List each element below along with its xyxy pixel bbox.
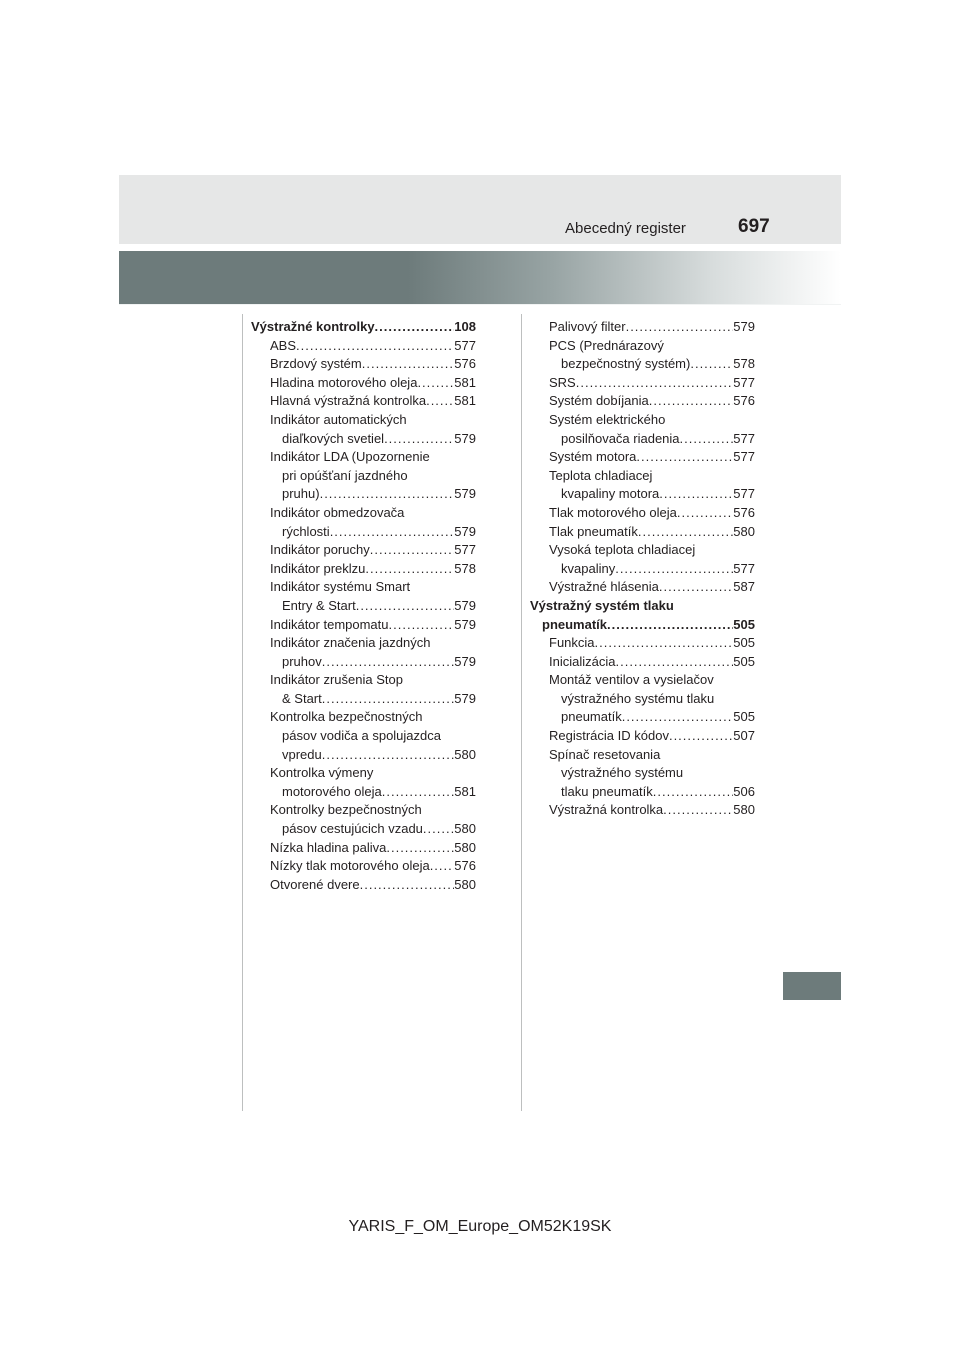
index-sub-entry [251,876,476,895]
entry-text: Indikátor preklzu [270,560,366,576]
dot-leader [389,616,455,635]
entry-text: Výstražný systém tlaku [530,597,674,613]
dot-leader [384,430,454,449]
entry-page-ref[interactable]: 577 [454,337,476,353]
index-sub-entry [251,374,476,393]
index-sub-entry [251,764,476,801]
dot-leader [615,653,733,672]
entry-page-ref[interactable]: 581 [454,783,476,799]
dot-leader [423,820,454,839]
dot-leader [669,727,733,746]
entry-text: Indikátor automatických [270,411,407,427]
index-sub-entry [530,671,755,727]
dot-leader [595,634,734,653]
entry-page-ref[interactable]: 579 [454,486,476,502]
entry-text: výstražného systému [561,765,684,781]
entry-text: Indikátor značenia jazdných [270,635,431,651]
entry-page-ref[interactable]: 505 [733,616,755,632]
entry-text: SRS [549,374,576,390]
entry-text: Indikátor LDA (Upozornenie [270,449,430,465]
entry-text: Tlak motorového oleja [549,504,677,520]
entry-page-ref[interactable]: 579 [733,319,755,334]
entry-text: Entry & Start [282,597,356,613]
entry-page-ref[interactable]: 577 [733,486,755,502]
entry-text: Systém elektrického [549,411,666,427]
entry-page-ref[interactable]: 587 [733,579,755,595]
entry-text: vpredu [282,746,322,762]
index-sub-entry [251,337,476,356]
entry-text: Kontrolka bezpečnostných [270,709,423,725]
entry-text: pneumatík [542,616,608,632]
index-sub-entry [530,634,755,653]
index-column-left [251,318,476,894]
entry-text: Registrácia ID kódov [549,728,669,744]
entry-text: Systém dobíjania [549,393,649,409]
dot-leader [663,801,733,820]
entry-text: Indikátor zrušenia Stop [270,672,403,688]
dot-leader [362,355,455,374]
entry-text: Montáž ventilov a vysielačov [549,672,714,688]
index-sub-entry [251,411,476,448]
index-sub-entry [251,560,476,579]
dot-leader [386,839,454,858]
index-sub-entry [251,857,476,876]
index-sub-entry [530,653,755,672]
dot-leader [659,578,733,597]
index-sub-entry [530,411,755,448]
dot-leader [322,653,455,672]
dot-leader [330,523,455,542]
entry-text: pruhov [282,653,322,669]
index-sub-entry [530,448,755,467]
entry-text: Spínač resetovania [549,746,661,762]
section-color-band [119,251,841,304]
index-sub-entry [530,746,755,802]
entry-page-ref[interactable]: 577 [733,374,755,390]
entry-text: Hladina motorového oleja [270,374,418,390]
dot-leader [622,708,734,727]
index-sub-entry [530,523,755,542]
index-sub-entry [530,504,755,523]
page-number: 697 [738,216,770,237]
index-sub-entry [251,504,476,541]
entry-text: Funkcia [549,635,595,651]
entry-page-ref[interactable]: 577 [454,542,476,558]
index-sub-entry [251,448,476,504]
dot-leader [649,392,734,411]
index-sub-entry [530,337,755,374]
index-sub-entry [251,578,476,615]
dot-leader [382,783,455,802]
entry-text: Vysoká teplota chladiacej [549,542,696,558]
entry-page-ref[interactable]: 507 [733,728,755,744]
entry-text: pásov vodiča a spolujazdca [282,728,441,744]
index-sub-entry [251,355,476,374]
entry-page-ref[interactable]: 579 [454,690,476,706]
entry-page-ref[interactable]: 576 [733,393,755,409]
index-sub-entry [251,634,476,671]
entry-page-ref[interactable]: 580 [733,802,755,818]
entry-text: & Start [282,690,322,706]
index-sub-entry [530,727,755,746]
entry-text: Teplota chladiacej [549,467,653,483]
document-code: YARIS_F_OM_Europe_OM52K19SK [348,1218,612,1235]
entry-text: pneumatík [561,709,622,725]
dot-leader [296,337,454,356]
entry-text: výstražného systému tlaku [561,690,715,706]
dot-leader [365,560,454,579]
entry-page-ref[interactable]: 505 [733,635,755,651]
entry-page-ref[interactable]: 580 [733,523,755,539]
entry-text: Hlavná výstražná kontrolka [270,393,427,409]
entry-text: Palivový filter [549,319,626,334]
entry-text: pásov cestujúcich vzadu [282,821,423,837]
entry-text: posilňovača riadenia [561,430,680,446]
index-sub-entry [251,708,476,764]
entry-page-ref[interactable]: 506 [733,783,755,799]
entry-page-ref[interactable]: 576 [454,356,476,372]
dot-leader [659,485,733,504]
entry-page-ref[interactable]: 580 [454,821,476,837]
entry-text: motorového oleja [282,783,382,799]
dot-leader [576,374,734,393]
dot-leader [680,430,734,449]
entry-text: pruhu) [282,486,320,502]
section-title: Abecedný register [565,220,686,237]
entry-page-ref[interactable]: 579 [454,523,476,539]
entry-page-ref[interactable]: 578 [733,356,755,372]
right-column-rule [521,314,522,1111]
entry-page-ref[interactable]: 581 [454,374,476,390]
dot-leader [430,857,455,876]
entry-page-ref[interactable]: 579 [454,653,476,669]
dot-leader [356,597,455,616]
index-sub-entry [251,671,476,708]
index-main-entry [251,318,476,337]
left-column-rule [242,314,243,1111]
index-sub-entry [530,318,755,337]
index-sub-entry [530,801,755,820]
entry-text: PCS (Prednárazový [549,337,664,353]
index-sub-entry [530,467,755,504]
entry-text: Systém motora [549,449,637,465]
entry-text: kvapaliny [561,560,616,576]
dot-leader [426,392,454,411]
entry-page-ref[interactable]: 580 [454,876,476,892]
entry-page-ref[interactable]: 578 [454,560,476,576]
entry-page-ref[interactable]: 577 [733,430,755,446]
header-band [119,175,841,244]
entry-text: rýchlosti [282,523,330,539]
entry-text: tlaku pneumatík [561,783,653,799]
entry-page-ref[interactable]: 580 [454,746,476,762]
entry-text: pri opúšťaní jazdného [282,467,408,483]
entry-page-ref[interactable]: 581 [454,393,476,409]
dot-leader [370,541,455,560]
entry-page-ref[interactable]: 579 [454,597,476,613]
index-main-entry [530,597,755,634]
entry-page-ref[interactable]: 576 [733,504,755,520]
entry-page-ref[interactable]: 505 [733,709,755,725]
entry-text: Brzdový systém [270,356,362,372]
entry-text: Kontrolka výmeny [270,765,374,781]
entry-text: Indikátor systému Smart [270,579,411,595]
dot-leader [607,616,733,635]
index-sub-entry [530,374,755,393]
entry-text: Výstražné hlásenia [549,579,659,595]
dot-leader [636,448,733,467]
entry-page-ref[interactable]: 579 [454,430,476,446]
entry-page-ref[interactable]: 505 [733,653,755,669]
entry-text: Inicializácia [549,653,616,669]
entry-text: Nízka hladina paliva [270,839,387,855]
dot-leader [417,374,454,393]
dot-leader [360,876,455,895]
entry-page-ref[interactable]: 108 [454,319,476,334]
entry-text: ABS [270,337,297,353]
dot-leader [615,560,733,579]
entry-text: Výstražné kontrolky [251,319,375,334]
dot-leader [653,783,734,802]
index-sub-entry [530,578,755,597]
index-sub-entry [530,541,755,578]
entry-text: diaľkových svetiel [282,430,385,446]
index-sub-entry [251,541,476,560]
entry-text: kvapaliny motora [561,486,660,502]
index-sub-entry [251,392,476,411]
dot-leader [690,355,733,374]
entry-page-ref[interactable]: 576 [454,858,476,874]
index-column-right [530,318,755,820]
entry-text: bezpečnostný systém) [561,356,691,372]
entry-text: Tlak pneumatík [549,523,638,539]
entry-text: Kontrolky bezpečnostných [270,802,422,818]
entry-text: Indikátor poruchy [270,542,370,558]
dot-leader [322,746,455,765]
index-sub-entry [251,616,476,635]
entry-page-ref[interactable]: 579 [454,616,476,632]
entry-text: Otvorené dvere [270,876,360,892]
entry-page-ref[interactable]: 580 [454,839,476,855]
entry-text: Indikátor obmedzovača [270,504,405,520]
entry-text: Nízky tlak motorového oleja [270,858,430,874]
dot-leader [320,485,455,504]
chapter-thumb-tab [783,972,841,1000]
entry-page-ref[interactable]: 577 [733,449,755,465]
dot-leader [638,523,733,542]
index-sub-entry [251,801,476,838]
entry-text: Indikátor tempomatu [270,616,389,632]
dot-leader [322,690,455,709]
entry-text: Výstražná kontrolka [549,802,664,818]
dot-leader [677,504,733,523]
dot-leader [626,318,734,337]
band-underline [119,304,841,305]
index-sub-entry [530,392,755,411]
entry-page-ref[interactable]: 577 [733,560,755,576]
index-sub-entry [251,839,476,858]
dot-leader [375,318,455,337]
